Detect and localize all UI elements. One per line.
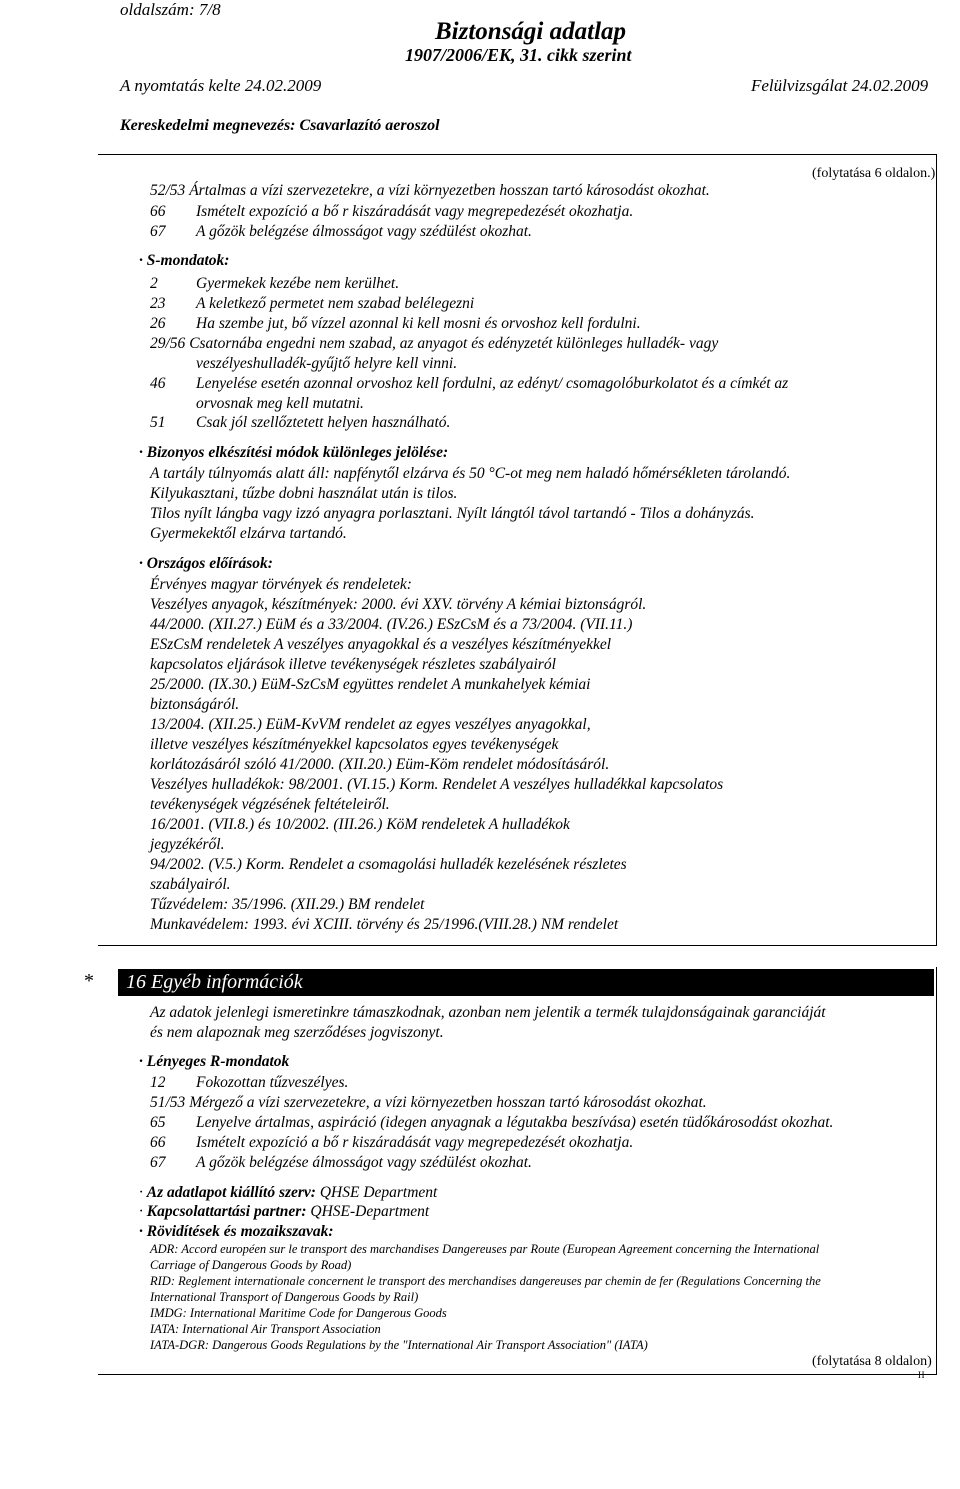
r-phrase-code: 66: [150, 203, 166, 220]
revision-marker: *: [84, 970, 94, 992]
r-phrase-text: Fokozottan tűzveszélyes.: [196, 1074, 349, 1091]
abbreviation-line: IATA: International Air Transport Association: [150, 1322, 381, 1336]
r-phrase-text: A gőzök belégzése álmosságot vagy szédülést okozhat.: [196, 1154, 532, 1171]
regulation-line: 13/2004. (XII.25.) EüM-KvVM rendelet az egyes veszélyes anyagokkal,: [150, 716, 591, 733]
document-title: Biztonsági adatlap: [435, 18, 627, 45]
s-phrase-text: Csak jól szellőztetett helyen használható.: [196, 414, 451, 431]
r-phrase-code: 67: [150, 223, 166, 240]
s-phrase-text: Ha szembe jut, bő vízzel azonnal ki kell mosni és orvoshoz kell fordulni.: [196, 315, 641, 332]
section-16-title: 16 Egyéb információk: [126, 971, 303, 993]
print-date: A nyomtatás kelte 24.02.2009: [120, 76, 322, 95]
continued-to-note: (folytatása 8 oldalon): [812, 1354, 932, 1369]
regulation-line: Veszélyes anyagok, készítmények: 2000. évi XXV. törvény A kémiai biztonságról.: [150, 596, 647, 613]
national-regulations-heading: · Országos előírások:: [139, 555, 273, 572]
regulation-line: illetve veszélyes készítményekkel kapcsolatos egyes tevékenységek: [150, 736, 559, 753]
abbreviation-line: ADR: Accord européen sur le transport des marchandises Dangereuses par Route (European Agreement concerning the International: [150, 1242, 820, 1256]
s-phrase-text: Gyermekek kezébe nem kerülhet.: [196, 275, 400, 292]
s-phrase-text-continued: orvosnak meg kell mutatni.: [196, 395, 364, 412]
regulation-line: jegyzékéről.: [150, 836, 225, 853]
s-phrase-code: 51: [150, 414, 166, 431]
abbreviation-line: IMDG: International Maritime Code for Dangerous Goods: [150, 1306, 447, 1320]
abbreviation-line: IATA-DGR: Dangerous Goods Regulations by the "International Air Transport Association" (IATA): [150, 1338, 648, 1352]
special-labelling-heading: · Bizonyos elkészítési módok különleges jelölése:: [139, 444, 449, 461]
issuer-row: · Az adatlapot kiállító szerv: QHSE Department: [139, 1184, 438, 1201]
special-labelling-line: A tartály túlnyomás alatt áll: napfénytől elzárva és 50 °C-ot meg nem haladó hőmérsékleten tárolandó.: [150, 465, 791, 482]
r-phrase-52-53: 52/53 Ártalmas a vízi szervezetekre, a vízi környezetben hosszan tartó károsodást okozhat.: [150, 182, 710, 199]
s-phrase-text: Lenyelése esetén azonnal orvoshoz kell fordulni, az edényt/ csomagolóburkolatot és a címkét az: [196, 375, 789, 392]
page-number: oldalszám: 7/8: [120, 0, 221, 19]
s-phrase-code: 23: [150, 295, 166, 312]
abbreviation-line: Carriage of Dangerous Goods by Road): [150, 1258, 352, 1272]
trade-name: Kereskedelmi megnevezés: Csavarlazító aeroszol: [120, 117, 440, 134]
r-phrase-text: A gőzök belégzése álmosságot vagy szédülést okozhat.: [196, 223, 532, 240]
regulation-line: 25/2000. (IX.30.) EüM-SzCsM együttes rendelet A munkahelyek kémiai: [150, 676, 591, 693]
revision-date: Felülvizsgálat 24.02.2009: [751, 76, 929, 95]
regulation-line: 94/2002. (V.5.) Korm. Rendelet a csomagolási hulladék kezelésének részletes: [150, 856, 627, 873]
regulation-line: Munkavédelem: 1993. évi XCIII. törvény és 25/1996.(VIII.28.) NM rendelet: [150, 916, 619, 933]
r-phrase-code: 12: [150, 1074, 166, 1091]
continued-from-note: (folytatása 6 oldalon.): [812, 166, 936, 181]
relevant-r-phrases-heading: · Lényeges R-mondatok: [139, 1053, 290, 1070]
regulation-line: Érvényes magyar törvények és rendeletek:: [150, 576, 412, 593]
s-phrase-code: 2: [150, 275, 158, 292]
s-phrase-text: A keletkező permetet nem szabad belélegezni: [196, 295, 475, 312]
regulation-line: kapcsolatos eljárások illetve tevékenységek részletes szabályairól: [150, 656, 556, 673]
r-phrase-code: 67: [150, 1154, 166, 1171]
regulation-line: korlátozásáról szóló 41/2000. (XII.20.) Eüm-Köm rendelet módosításáról.: [150, 756, 610, 773]
regulation-line: Tűzvédelem: 35/1996. (XII.29.) BM rendelet: [150, 896, 425, 913]
disclaimer-line: Az adatok jelenlegi ismeretinkre támaszkodnak, azonban nem jelentik a termék tulajdonságainak garanciáját: [150, 1004, 826, 1021]
footer-mark: H: [918, 1370, 925, 1380]
r-phrase-code: 66: [150, 1134, 166, 1151]
s-phrase-code: 26: [150, 315, 166, 332]
special-labelling-line: Gyermekektől elzárva tartandó.: [150, 525, 347, 542]
regulation-line: 44/2000. (XII.27.) EüM és a 33/2004. (IV.26.) ESzCsM és a 73/2004. (VII.11.): [150, 616, 633, 633]
r-phrase-text: Lenyelve ártalmas, aspiráció (idegen anyagnak a légutakba beszívása) esetén tüdőkárosodást okozhat.: [196, 1114, 834, 1131]
special-labelling-line: Tilos nyílt lángba vagy izzó anyagra porlasztani. Nyílt lángtól távol tartandó - Tilos a dohányzás.: [150, 505, 755, 522]
r-phrase-text: Ismételt expozíció a bő r kiszáradását vagy megrepedezését okozhatja.: [196, 1134, 634, 1151]
regulation-line: tevékenységek végzésének feltételeiről.: [150, 796, 390, 813]
regulation-line: Veszélyes hulladékok: 98/2001. (VI.15.) Korm. Rendelet A veszélyes hulladékkal kapcsolatos: [150, 776, 724, 793]
r-phrase-code: 65: [150, 1114, 166, 1131]
regulation-line: szabályairól.: [150, 876, 231, 893]
s-phrase-text-continued: veszélyeshulladék-gyűjtő helyre kell vinni.: [196, 355, 458, 372]
document-subtitle: 1907/2006/EK, 31. cikk szerint: [405, 45, 632, 65]
abbreviations-heading: · Rövidítések és mozaikszavak:: [139, 1223, 334, 1240]
abbreviation-line: International Transport of Dangerous Goods by Rail): [150, 1290, 419, 1304]
regulation-line: ESzCsM rendeletek A veszélyes anyagokkal és a veszélyes készítményekkel: [150, 636, 612, 653]
r-phrase-51-53: 51/53 Mérgező a vízi szervezetekre, a vízi környezetben hosszan tartó károsodást okozhat.: [150, 1094, 707, 1111]
special-labelling-line: Kilyukasztani, tűzbe dobni használat után is tilos.: [150, 485, 458, 502]
disclaimer-line: és nem alapoznak meg szerződéses jogviszonyt.: [150, 1024, 444, 1041]
regulation-line: 16/2001. (VII.8.) és 10/2002. (III.26.) KöM rendeletek A hulladékok: [150, 816, 570, 833]
contact-row: · Kapcsolattartási partner: QHSE-Department: [139, 1203, 430, 1220]
abbreviation-line: RID: Reglement internationale concernent le transport des merchandises dangereuses par chemin de fer (Regulations Concerning the: [150, 1274, 821, 1288]
s-phrases-heading: · S-mondatok:: [139, 252, 230, 269]
r-phrase-text: Ismételt expozíció a bő r kiszáradását vagy megrepedezését okozhatja.: [196, 203, 634, 220]
s-phrase-29-56: 29/56 Csatornába engedni nem szabad, az anyagot és edényzetét különleges hulladék- vagy: [150, 335, 719, 352]
regulation-line: biztonságáról.: [150, 696, 240, 713]
s-phrase-code: 46: [150, 375, 166, 392]
